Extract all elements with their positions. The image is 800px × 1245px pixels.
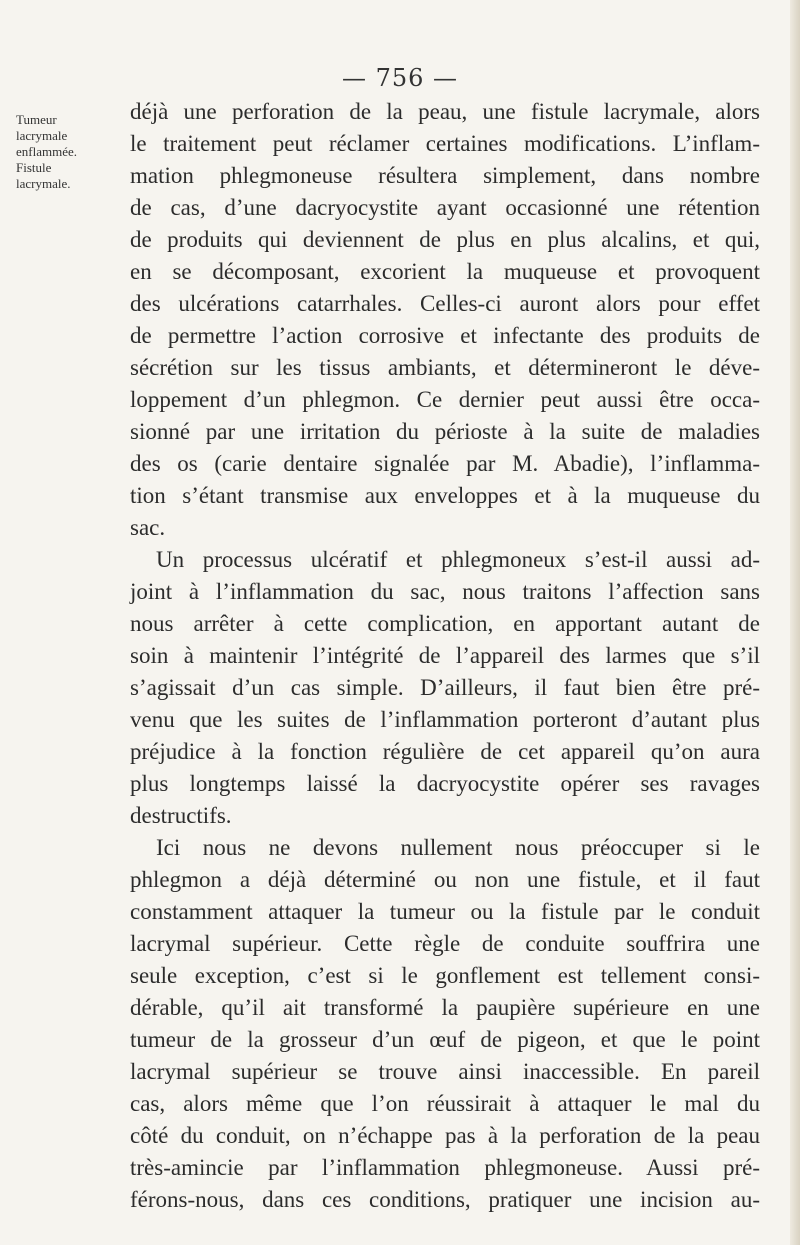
text-line: sac.: [130, 515, 166, 540]
text-line: de cas, d’une dacryocystite ayant occasionné une rétention: [130, 195, 760, 220]
text-line: venu que les suites de l’inflammation porteront d’autant plus: [130, 707, 760, 732]
text-line: cas, alors même que l’on réussirait à attaquer le mal du: [130, 1091, 760, 1116]
text-line: sionné par une irritation du périoste à la suite de maladies: [130, 419, 760, 444]
text-line: lacrymal supérieur se trouve ainsi inaccessible. En pareil: [130, 1059, 760, 1084]
text-line: tion s’étant transmise aux enveloppes et à la muqueuse du: [130, 483, 760, 508]
text-line: le traitement peut réclamer certaines modifications. L’inflam-: [130, 131, 760, 156]
text-line: tumeur de la grosseur d’un œuf de pigeon, et que le point: [130, 1027, 760, 1052]
text-line: des os (carie dentaire signalée par M. Abadie), l’inflamma-: [130, 451, 760, 476]
text-line: sécrétion sur les tissus ambiants, et détermineront le déve-: [130, 355, 760, 380]
text-line: dérable, qu’il ait transformé la paupière supérieure en une: [130, 995, 760, 1020]
text-line: mation phlegmoneuse résultera simplement, dans nombre: [130, 163, 760, 188]
margin-note: lacrymale.: [16, 176, 71, 191]
text-line: loppement d’un phlegmon. Ce dernier peut aussi être occa-: [130, 387, 760, 412]
text-line: destructifs.: [130, 803, 232, 828]
text-line: s’agissait d’un cas simple. D’ailleurs, il faut bien être pré-: [130, 675, 760, 700]
text-line: phlegmon a déjà déterminé ou non une fistule, et il faut: [130, 867, 760, 892]
paragraph-2: [130, 544, 760, 832]
text-line: déjà une perforation de la peau, une fistule lacrymale, alors: [130, 99, 760, 124]
margin-note: enflammée.: [16, 144, 77, 159]
text-line: côté du conduit, on n’échappe pas à la perforation de la peau: [130, 1123, 760, 1148]
text-line: des ulcérations catarrhales. Celles-ci auront alors pour effet: [130, 291, 760, 316]
text-line: en se décomposant, excorient la muqueuse et provoquent: [130, 259, 760, 284]
text-line: constamment attaquer la tumeur ou la fistule par le conduit: [130, 899, 760, 924]
text-line: plus longtemps laissé la dacryocystite opérer ses ravages: [130, 771, 760, 796]
page-edge-shadow: [790, 0, 800, 1245]
text-line: très-amincie par l’inflammation phlegmoneuse. Aussi pré-: [130, 1155, 760, 1180]
page-number: — 756 —: [341, 64, 459, 92]
text-line: soin à maintenir l’intégrité de l’appareil des larmes que s’il: [130, 643, 760, 668]
text-line: férons-nous, dans ces conditions, pratiquer une incision au-: [130, 1187, 760, 1212]
text-line: joint à l’inflammation du sac, nous traitons l’affection sans: [130, 579, 760, 604]
text-line: Ici nous ne devons nullement nous préoccuper si le: [156, 835, 760, 860]
text-line: préjudice à la fonction régulière de cet appareil qu’on aura: [130, 739, 760, 764]
text-line: nous arrêter à cette complication, en apportant autant de: [130, 611, 760, 636]
margin-note: Tumeur: [16, 112, 57, 127]
margin-note: Fistule: [16, 160, 52, 175]
text-line: lacrymal supérieur. Cette règle de conduite souffrira une: [130, 931, 760, 956]
text-line: seule exception, c’est si le gonflement est tellement consi-: [130, 963, 760, 988]
text-line: de produits qui deviennent de plus en plus alcalins, et qui,: [130, 227, 760, 252]
text-line: de permettre l’action corrosive et infectante des produits de: [130, 323, 760, 348]
body-text: [130, 96, 760, 1216]
paragraph-1: [130, 96, 760, 544]
text-line: Un processus ulcératif et phlegmoneux s’est-il aussi ad-: [156, 547, 760, 572]
margin-notes: [16, 112, 116, 192]
margin-note: lacrymale: [16, 128, 68, 143]
paragraph-3: [130, 832, 760, 1216]
